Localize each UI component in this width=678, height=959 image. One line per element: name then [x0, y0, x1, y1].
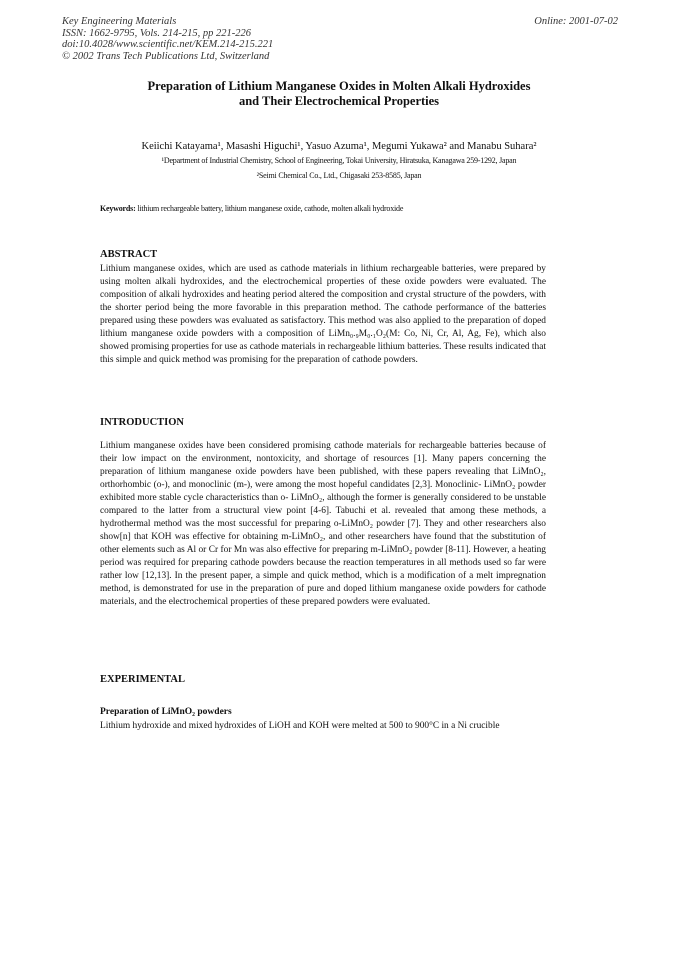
title-line-2: and Their Electrochemical Properties [238, 94, 440, 108]
online-date: Online: 2001-07-02 [534, 16, 618, 27]
paper-title [60, 79, 618, 109]
author-list: Keiichi Katayama¹, Masashi Higuchi¹, Yasuo Azuma¹, Megumi Yukawa² and Manabu Suhara² [141, 141, 537, 152]
issn-line: ISSN: 1662-9795, Vols. 214-215, pp 221-226 [62, 27, 251, 39]
experimental-heading: EXPERIMENTAL [100, 674, 185, 685]
copyright-line: © 2002 Trans Tech Publications Ltd, Switzerland [62, 50, 270, 62]
introduction-heading: INTRODUCTION [100, 417, 185, 428]
abstract-text: Lithium manganese oxides, which are used as cathode materials in lithium rechargeable batteries, were prepared by using molten alkali hydroxides, and the electrochemical properties of these oxide powders were evaluated. The composition of alkali hydroxides and heating period altered the composition and crystal structure of the powders, with the shorter period being the more favorable in this preparation method. The cathode performance of the batteries prepared using these powders was evaluated as satisfactory. This method was also applied to the preparation of doped lithium manganese oxide powders with a composition of LiMn₀.₉M₀.₁O₂(M: Co, Ni, Cr, Al, Ag, Fe), which also showed promising properties for use as cathode materials in rechargeable lithium batteries. These results indicated that this simple and quick method was promising for the preparation of cathode powders. [100, 264, 546, 365]
abstract-heading: ABSTRACT [100, 249, 158, 260]
doi-line: doi:10.4028/www.scientific.net/KEM.214-215.221 [62, 39, 274, 50]
journal-name: Key Engineering Materials [62, 16, 177, 27]
keywords-label: Keywords: [100, 204, 136, 213]
title-line-1: Preparation of Lithium Manganese Oxides in Molten Alkali Hydroxides [147, 79, 531, 93]
keywords-line [100, 204, 620, 214]
introduction-text: Lithium manganese oxides have been considered promising cathode materials for rechargeable batteries because of their low impact on the environment, nontoxicity, and shortage of resources [1]. Many papers concerning the preparation of lithium manganese oxide powders have been published, with these papers revealing that LiMnO₂, orthorhombic (o-), and monoclinic (m-), were among the most hopeful candidates [2,3]. Monoclinic- LiMnO₂ powder exhibited more stable cycle characteristics than o- LiMnO₂, although the former is generally considered to be unstable compared to the latter from a structural view point [4-6]. Tabuchi et al. revealed that among these methods, a hydrothermal method was the most successful for preparing o-LiMnO₂ powder [7]. They and other researchers also show[n] that KOH was effective for obtaining m-LiMnO₂, and other researchers have found that the substitution of other elements such as Al or Cr for Mn was also effective for preparing m-LiMnO₂ powder [8-11]. However, a heating period was required for preparing cathode powders because the reaction temperatures in all methods used so far were rather low [12,13]. In the present paper, a simple and quick method, which is a modification of a melt impregnation method, is demonstrated for use in the preparation of pure and doped lithium manganese oxide powders for cathode materials, and the electrochemical properties of these prepared powders were evaluated. [100, 441, 546, 607]
keywords-text: lithium rechargeable battery, lithium manganese oxide, cathode, molten alkali hydroxide [137, 204, 404, 213]
affiliation-2: ²Seimi Chemical Co., Ltd., Chigasaki 253-8585, Japan [256, 171, 422, 180]
journal-header [62, 16, 618, 62]
experimental-subheading: Preparation of LiMnO₂ powders [100, 707, 232, 717]
affiliation-1: ¹Department of Industrial Chemistry, School of Engineering, Tokai University, Hiratsuka, Kanagawa 259-1292, Japan [161, 156, 517, 165]
experimental-text: Lithium hydroxide and mixed hydroxides of LiOH and KOH were melted at 500 to 900°C in a Ni crucible [100, 721, 500, 731]
